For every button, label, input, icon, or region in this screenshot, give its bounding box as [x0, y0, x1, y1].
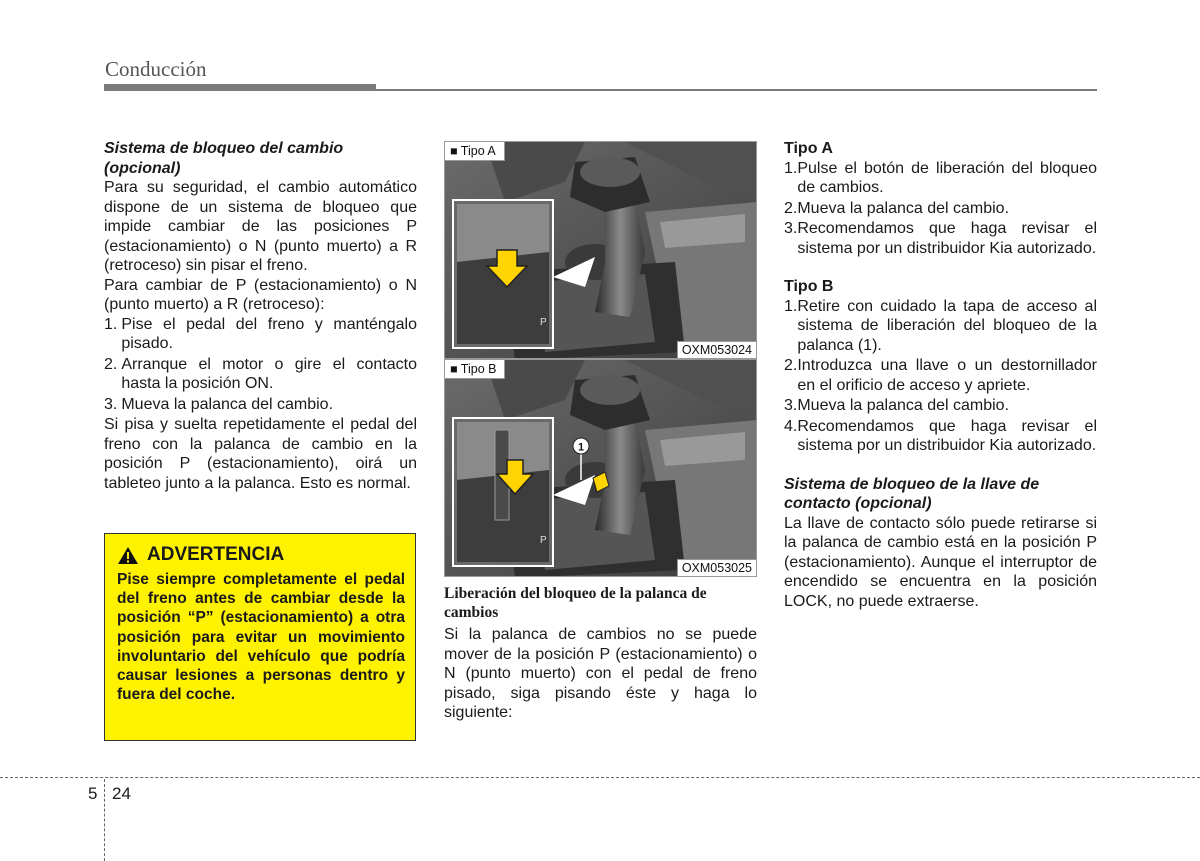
list-text: Introduzca una llave o un destornillador en el orificio de acceso y apriete.	[797, 357, 1097, 394]
page-number: 24	[112, 784, 131, 803]
list-number: 2.	[784, 199, 798, 217]
list-text: Pise el pedal del freno y manténgalo pisado.	[121, 315, 417, 352]
figure-tipo-a	[444, 141, 757, 359]
subheading-tipo-a: Tipo A	[784, 140, 833, 157]
list-number: 3.	[784, 220, 798, 237]
list-number: 1.	[784, 159, 798, 177]
figure-code: OXM053025	[677, 559, 756, 576]
list-text: Recomendamos que haga revisar el sistema por un distribuidor Kia autorizado.	[797, 417, 1097, 454]
paragraph: Si pisa y suelta repetidamente el pedal del freno con la palanca de cambio en la posición P (estacionamiento), oirá un tableteo junto a la palanca. Esto es normal.	[104, 416, 417, 492]
warning-title-text: ADVERTENCIA	[147, 544, 285, 565]
svg-text:P: P	[540, 317, 547, 328]
list-text: Recomendamos que haga revisar el sistema por un distribuidor Kia autorizado.	[797, 220, 1097, 257]
list-item	[784, 396, 1097, 416]
figure-tag: ■ Tipo B	[445, 360, 505, 379]
list-item	[784, 297, 1097, 356]
list-number: 3.	[104, 395, 118, 413]
list-item	[784, 159, 1097, 198]
paragraph: La llave de contacto sólo puede retirarse si la palanca de cambio está en la posición P (estacionamiento). Aunque el interruptor de encendido se encuentra en la posición LOCK, no puede extraerse.	[784, 514, 1097, 610]
list-item	[104, 395, 417, 415]
svg-text:P: P	[540, 535, 547, 546]
figure-code: OXM053024	[677, 341, 756, 358]
gear-shift-illustration	[445, 142, 757, 359]
list-number: 2.	[104, 355, 118, 373]
list-text: Mueva la palanca del cambio.	[797, 397, 1010, 414]
subheading-key-lock: Sistema de bloqueo de la llave de contacto (opcional)	[784, 475, 1040, 512]
paragraph: Para cambiar de P (estacionamiento) o N (punto muerto) a R (retroceso):	[104, 276, 417, 313]
list-item	[784, 356, 1097, 395]
warning-title	[117, 544, 405, 566]
list-text: Mueva la palanca del cambio.	[797, 199, 1010, 217]
list-item	[104, 315, 417, 354]
header-rule-thick	[104, 84, 376, 91]
footer-divider	[0, 777, 1200, 778]
subheading-tipo-b: Tipo B	[784, 278, 834, 295]
list-number: 1.	[784, 297, 798, 315]
subheading-shift-lock: Sistema de bloqueo del cambio (opcional)	[104, 140, 344, 177]
list-number: 2.	[784, 357, 798, 374]
list-text: Pulse el botón de liberación del bloqueo de cambios.	[797, 159, 1097, 196]
list-number: 3.	[784, 397, 798, 414]
list-text: Retire con cuidado la tapa de acceso al sistema de liberación del bloqueo de la palanca (1).	[797, 297, 1097, 354]
paragraph: Para su seguridad, el cambio automático dispone de un sistema de bloqueo que impide cambiar de las posiciones P (estacionamiento) o N (punto muerto) a R (retroceso) sin pisar el freno.	[104, 179, 417, 274]
chapter-number: 5	[88, 784, 98, 803]
caption-heading: Liberación del bloqueo de la palanca de cambios	[444, 585, 707, 621]
left-column	[104, 139, 417, 493]
figure-tag: ■ Tipo A	[445, 142, 505, 161]
list-item	[784, 219, 1097, 258]
list-text: Mueva la palanca del cambio.	[121, 395, 334, 413]
footer-vertical-divider	[104, 779, 105, 861]
figure-tipo-b	[444, 359, 757, 577]
list-item	[784, 199, 1097, 219]
list-item	[104, 355, 417, 394]
right-column	[784, 139, 1097, 611]
header-rule-thin	[376, 89, 1097, 91]
list-item	[784, 417, 1097, 456]
section-title: Conducción	[105, 57, 207, 81]
warning-box	[104, 533, 416, 741]
list-number: 4.	[784, 417, 798, 435]
callout-number: 1	[578, 441, 585, 454]
list-number: 1.	[104, 315, 118, 333]
list-text: Arranque el motor o gire el contacto hasta la posición ON.	[121, 355, 417, 392]
middle-column	[444, 625, 757, 723]
paragraph: Si la palanca de cambios no se puede mover de la posición P (estacionamiento) o N (punto muerto) con el pedal de freno pisado, siga pisando éste y haga lo siguiente:	[444, 626, 757, 721]
gear-shift-illustration	[445, 360, 757, 577]
warning-triangle-icon	[117, 546, 139, 565]
warning-text: Pise siempre completamente el pedal del freno antes de cambiar desde la posición “P” (estacionamiento) a otra posición para evitar un movimiento involuntario del vehículo que podría causar lesiones a personas dentro y fuera del coche.	[117, 571, 405, 704]
